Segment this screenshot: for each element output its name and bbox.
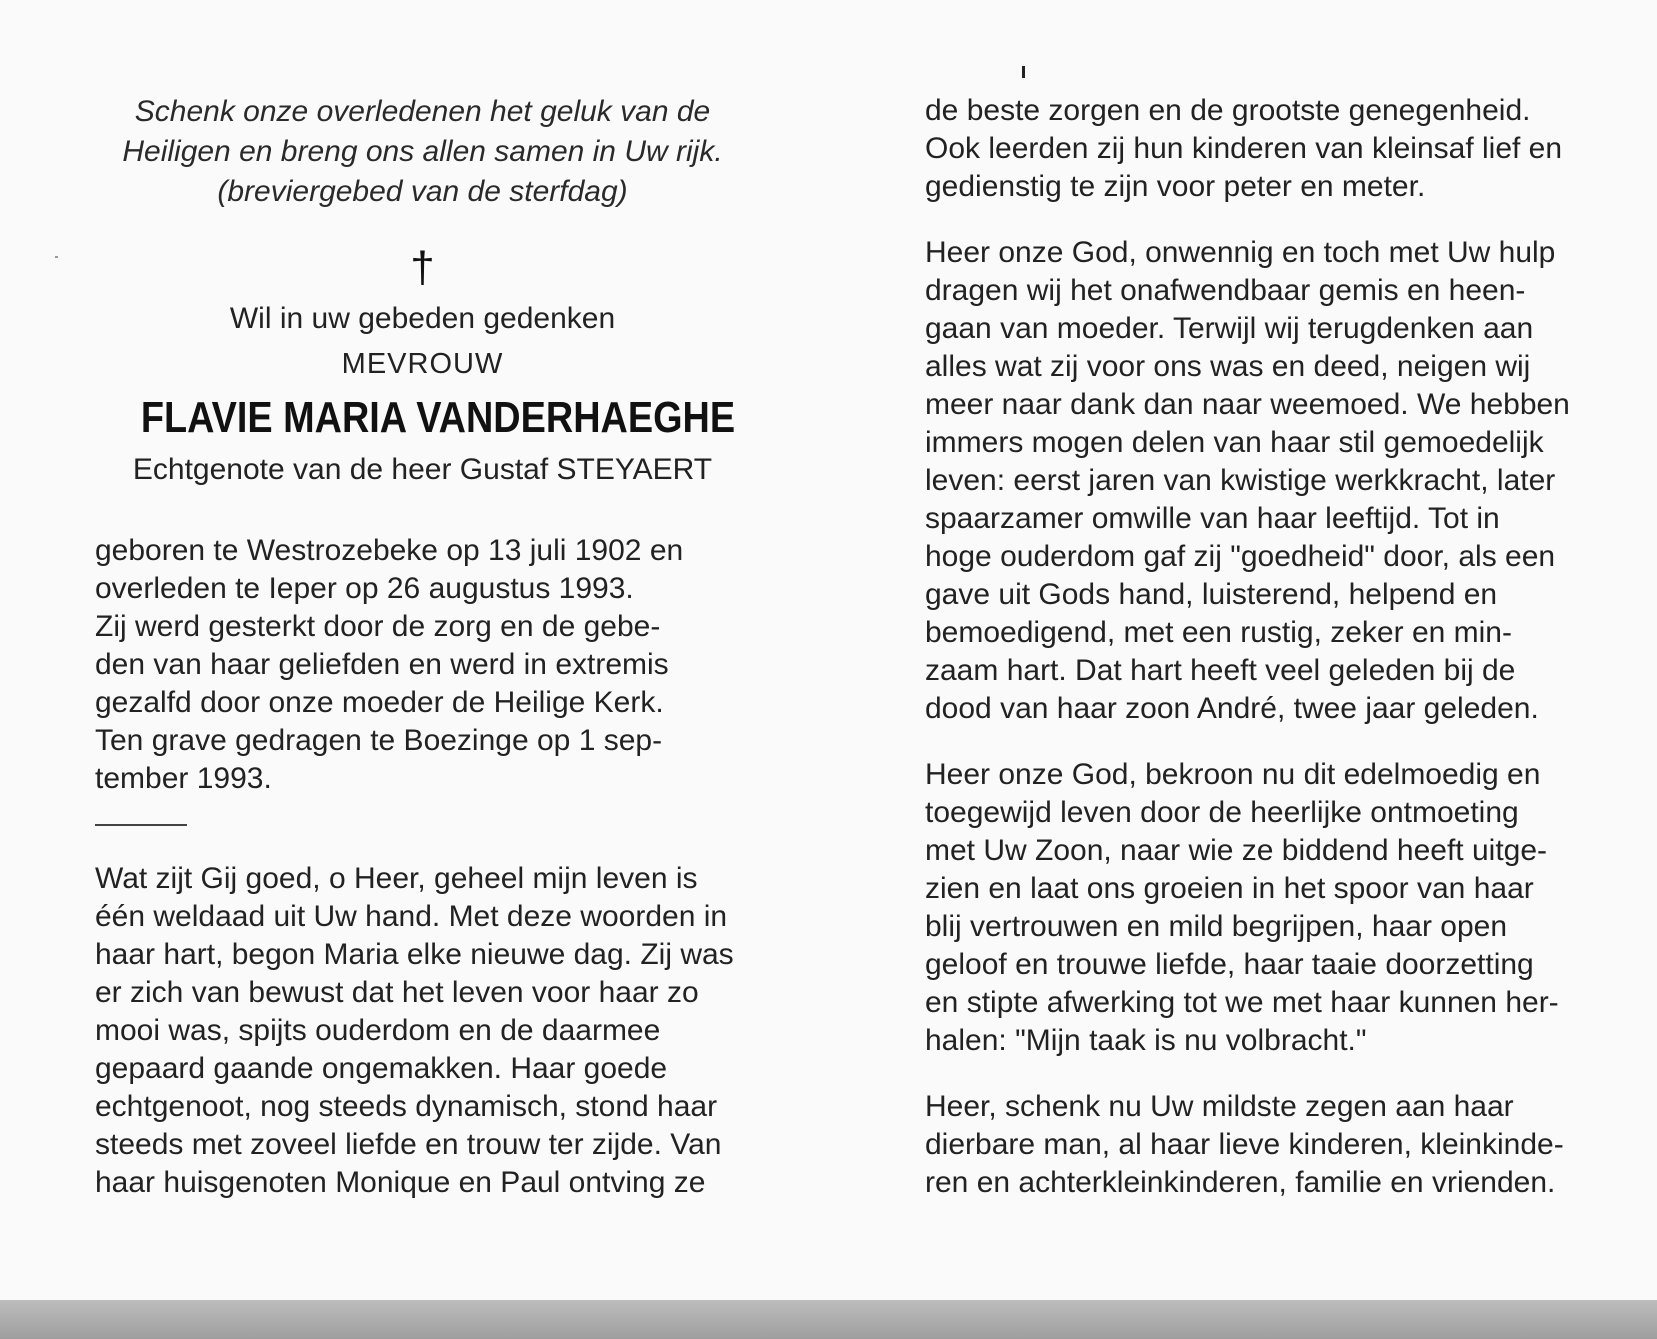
text-line: met Uw Zoon, naar wie ze biddend heeft uitge- (925, 834, 1548, 867)
text-line: Heer onze God, bekroon nu dit edelmoedig en (925, 758, 1541, 791)
text-line: meer naar dank dan naar weemoed. We hebben (925, 388, 1570, 421)
quote-line: (breviergebed van de sterfdag) (217, 175, 628, 208)
bio-line: overleden te Ieper op 26 augustus 1993. (95, 572, 634, 605)
tribute-line: gepaard gaande ongemakken. Haar goede (95, 1052, 668, 1085)
text-line: dierbare man, al haar lieve kinderen, kleinkinde- (925, 1128, 1564, 1161)
left-page (95, 92, 750, 1202)
bio-line: Zij werd gesterkt door de zorg en de gebe- (95, 610, 661, 643)
intro-line: Wil in uw gebeden gedenken (229, 302, 616, 335)
text-line: halen: "Mijn taak is nu volbracht." (925, 1024, 1367, 1057)
bio-line: tember 1993. (95, 762, 272, 795)
text-line: geloof en trouwe liefde, haar taaie doorzetting (925, 948, 1534, 981)
tribute-paragraph (95, 860, 750, 1202)
cross-icon: † (410, 243, 435, 292)
text-line: zien en laat ons groeien in het spoor van haar (925, 872, 1534, 905)
scan-speck (55, 256, 58, 258)
text-line: immers mogen delen van haar stil gemoedelijk (925, 426, 1544, 459)
separator-line (95, 824, 187, 826)
text-line: gave uit Gods hand, luisterend, helpend en (925, 578, 1498, 611)
bio-line: Ten grave gedragen te Boezinge op 1 sep- (95, 724, 663, 757)
remembrance-paragraph (925, 234, 1582, 728)
text-line: zaam hart. Dat hart heeft veel geleden bij de (925, 654, 1516, 687)
tribute-line: Wat zijt Gij goed, o Heer, geheel mijn leven is (95, 862, 698, 895)
tribute-line: haar hart, begon Maria elke nieuwe dag. Zij was (95, 938, 734, 971)
bio-line: gezalfd door onze moeder de Heilige Kerk. (95, 686, 664, 719)
salutation: MEVROUW (341, 348, 504, 380)
spouse-line: Echtgenote van de heer Gustaf STEYAERT (132, 453, 713, 486)
deceased-name: FLAVIE MARIA VANDERHAEGHE (140, 393, 736, 442)
tribute-line: één weldaad uit Uw hand. Met deze woorden in (95, 900, 728, 933)
right-page (925, 92, 1582, 1202)
tribute-line: mooi was, spijts ouderdom en de daarmee (95, 1014, 661, 1047)
text-line: leven: eerst jaren van kwistige werkkracht, later (925, 464, 1556, 497)
text-line: Ook leerden zij hun kinderen van kleinsaf lief en (925, 132, 1563, 165)
text-line: Heer onze God, onwennig en toch met Uw hulp (925, 236, 1556, 269)
quote-line: Heiligen en breng ons allen samen in Uw rijk. (122, 135, 723, 168)
tribute-line: er zich van bewust dat het leven voor haar zo (95, 976, 699, 1009)
scanner-edge (0, 1300, 1657, 1339)
text-line: dragen wij het onafwendbaar gemis en heen- (925, 274, 1526, 307)
prayer-paragraph (925, 756, 1582, 1060)
tribute-line: steeds met zoveel liefde en trouw ter zijde. Van (95, 1128, 722, 1161)
tribute-line: haar huisgenoten Monique en Paul ontving ze (95, 1166, 706, 1199)
text-line: gaan van moeder. Terwijl wij terugdenken aan (925, 312, 1534, 345)
text-line: ren en achterkleinkinderen, familie en vrienden. (925, 1166, 1556, 1199)
bio-line: den van haar geliefden en werd in extremis (95, 648, 669, 681)
biography-paragraph (95, 532, 750, 798)
text-line: de beste zorgen en de grootste genegenheid. (925, 94, 1531, 127)
text-line: blij vertrouwen en mild begrijpen, haar open (925, 910, 1508, 943)
text-line: spaarzamer omwille van haar leeftijd. Tot in (925, 502, 1500, 535)
text-line: hoge ouderdom gaf zij "goedheid" door, als een (925, 540, 1556, 573)
text-line: bemoedigend, met een rustig, zeker en min- (925, 616, 1512, 649)
text-line: alles wat zij voor ons was en deed, neigen wij (925, 350, 1531, 383)
text-line: dood van haar zoon André, twee jaar geleden. (925, 692, 1539, 725)
text-line: toegewijd leven door de heerlijke ontmoeting (925, 796, 1519, 829)
blessing-paragraph (925, 1088, 1582, 1202)
quote-line: Schenk onze overledenen het geluk van de (134, 95, 711, 128)
care-paragraph (925, 92, 1582, 206)
text-line: Heer, schenk nu Uw mildste zegen aan haar (925, 1090, 1514, 1123)
text-line: gedienstig te zijn voor peter en meter. (925, 170, 1426, 203)
tribute-line: echtgenoot, nog steeds dynamisch, stond haar (95, 1090, 718, 1123)
bio-line: geboren te Westrozebeke op 13 juli 1902 en (95, 534, 684, 567)
prayer-quote (95, 92, 750, 212)
print-mark (1022, 66, 1025, 78)
text-line: en stipte afwerking tot we met haar kunnen her- (925, 986, 1559, 1019)
